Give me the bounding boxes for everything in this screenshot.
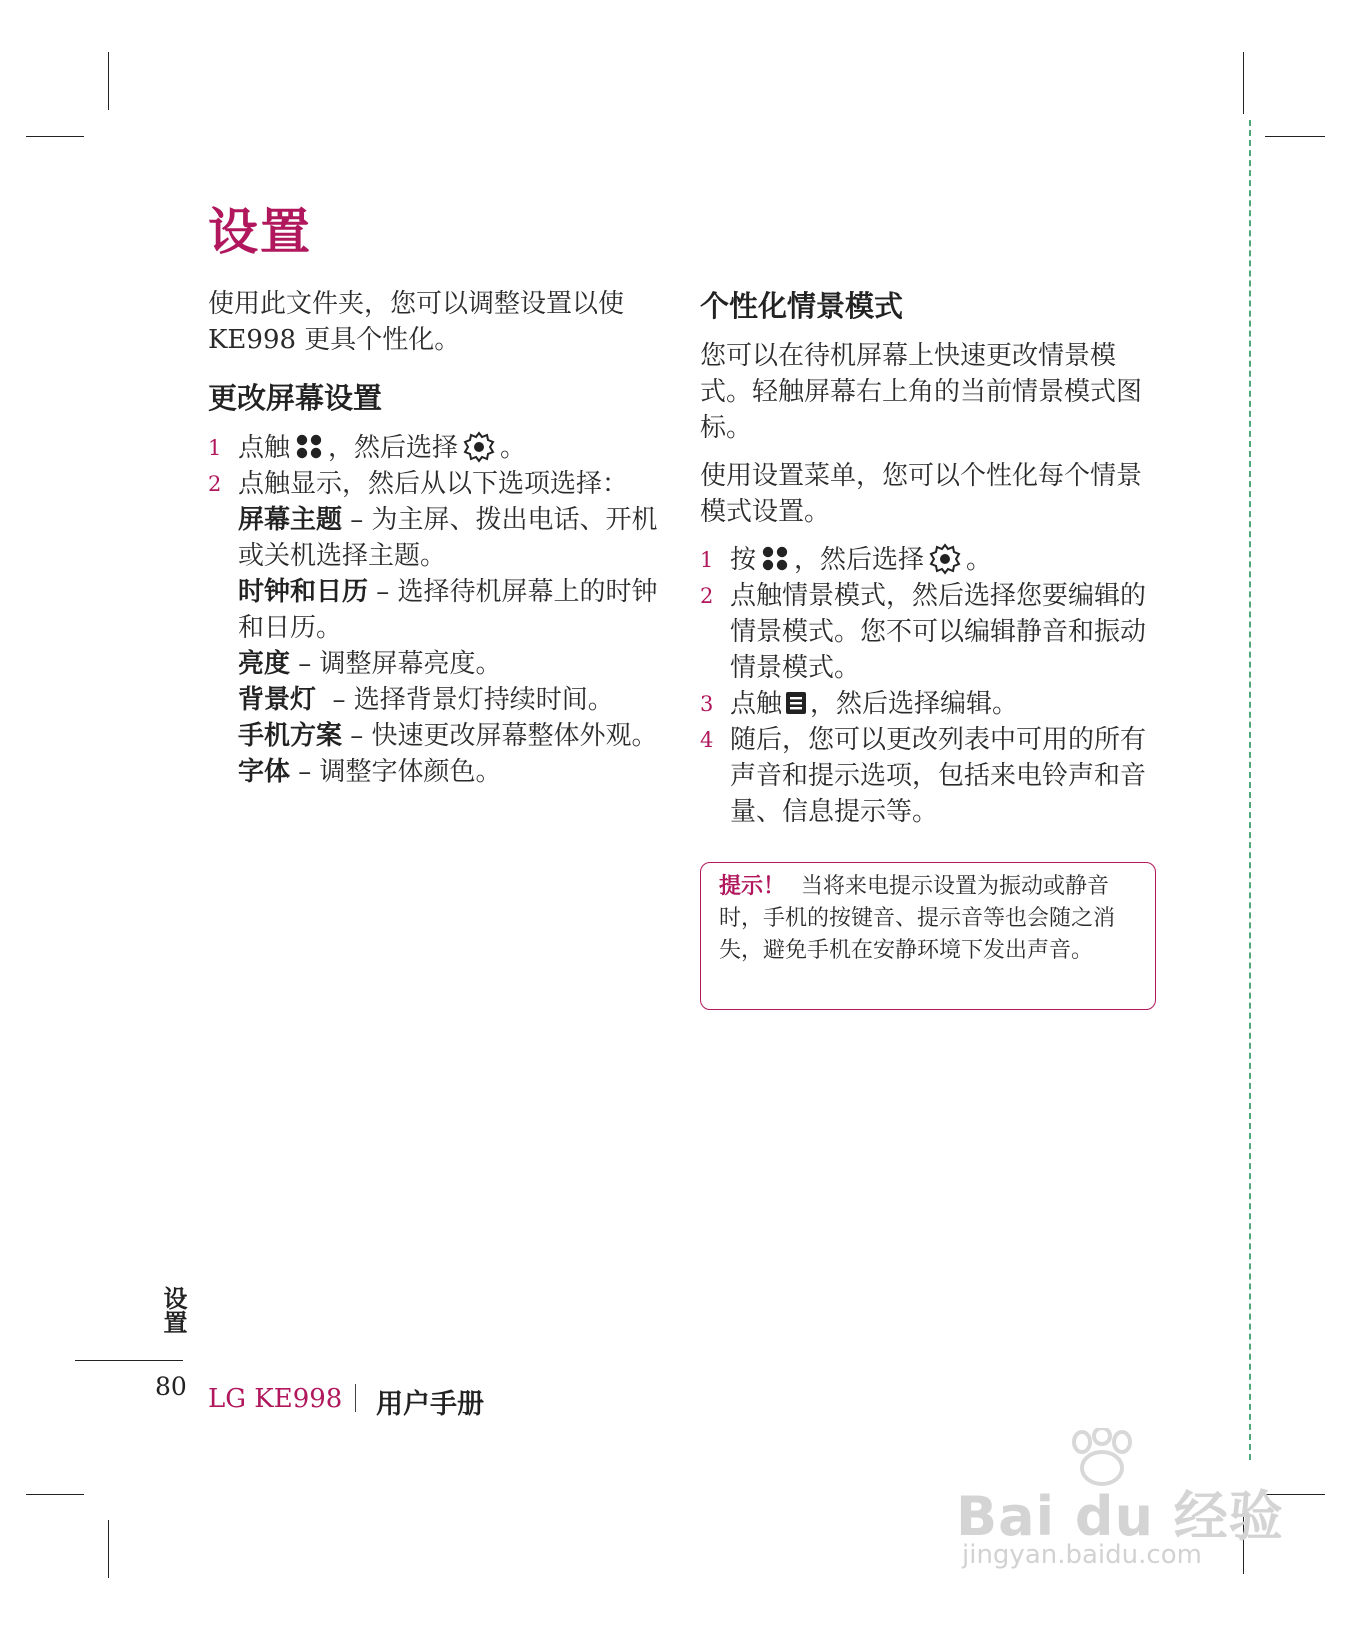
intro-text: 使用此文件夹，您可以调整设置以使 KE998 更具个性化。: [208, 289, 625, 355]
option-desc: – 快速更改屏幕整体外观。: [342, 721, 658, 751]
footer-brand: LG KE998: [208, 1384, 343, 1414]
step-number: 3: [700, 692, 714, 716]
option-item: [238, 646, 658, 682]
option-desc: – 调整字体颜色。: [290, 757, 502, 787]
step-number: 2: [700, 584, 714, 608]
step-item: [700, 686, 1160, 722]
section-heading-profiles: 个性化情景模式: [700, 289, 904, 323]
step-text: ，然后选择编辑。: [810, 689, 1019, 719]
option-desc: – 选择待机屏幕上的时钟和日历。: [238, 577, 658, 643]
step-text: ，然后选择: [794, 545, 925, 575]
step-number: 1: [700, 548, 714, 572]
step-text: 。: [966, 545, 993, 575]
option-term: 亮度: [238, 649, 291, 679]
step-item: [208, 466, 658, 790]
page-number: 80: [155, 1372, 187, 1401]
settings-gear-icon: [462, 430, 496, 464]
option-desc: – 选择背景灯持续时间。: [316, 685, 614, 715]
option-item: [238, 502, 658, 574]
section-heading-screen: 更改屏幕设置: [208, 381, 383, 415]
settings-gear-icon: [928, 542, 962, 576]
footer-manual-title: 用户手册: [376, 1389, 484, 1420]
options-menu-icon: [785, 691, 807, 715]
option-item: [238, 718, 658, 754]
crop-mark: [108, 52, 109, 110]
option-item: [238, 754, 658, 790]
option-desc: – 为主屏、拨出电话、开机或关机选择主题。: [238, 505, 658, 571]
crop-mark: [26, 136, 84, 137]
step-text: 。: [500, 433, 527, 463]
fold-guide-line: [1249, 120, 1251, 1460]
crop-mark: [1265, 136, 1325, 137]
step-text: 点触: [730, 689, 783, 719]
footer-separator: [355, 1384, 356, 1412]
step-number: 2: [208, 472, 222, 496]
option-term: 字体: [238, 757, 291, 787]
step-text: 点触情景模式，然后选择您要编辑的情景模式。您不可以编辑静音和振动情景模式。: [730, 581, 1147, 683]
crop-mark: [108, 1520, 109, 1578]
step-text: 随后，您可以更改列表中可用的所有声音和提示选项，包括来电铃声和音量、信息提示等。: [730, 725, 1147, 827]
tip-box: [700, 862, 1156, 1010]
page-title: 设置: [208, 203, 312, 261]
step-item: [700, 542, 1160, 578]
footer-divider: [75, 1360, 183, 1361]
option-item: [238, 682, 658, 718]
crop-mark: [26, 1494, 84, 1495]
profiles-paragraph: 使用设置菜单，您可以个性化每个情景模式设置。: [700, 461, 1143, 527]
tip-label: 提示！: [719, 874, 786, 899]
step-text: 按: [730, 545, 757, 575]
step-text: 点触: [238, 433, 291, 463]
watermark-url: jingyan.baidu.com: [962, 1540, 1202, 1570]
step-number: 4: [700, 728, 714, 752]
watermark-logo: Bai du 经验: [956, 1485, 1284, 1548]
grid-menu-icon: [294, 433, 324, 459]
profiles-paragraph: 您可以在待机屏幕上快速更改情景模式。轻触屏幕右上角的当前情景模式图标。: [700, 341, 1143, 443]
tip-text: 当将来电提示设置为振动或静音时，手机的按键音、提示音等也会随之消失，避免手机在安静环境下发出声音。: [719, 874, 1116, 963]
option-term: 屏幕主题: [238, 505, 343, 535]
step-text: ，然后选择: [328, 433, 459, 463]
left-column: [208, 286, 658, 790]
crop-mark: [1243, 52, 1244, 114]
side-section-label: 设置: [159, 1286, 187, 1334]
option-term: 时钟和日历: [238, 577, 369, 607]
option-term: 手机方案: [238, 721, 343, 751]
step-item: [700, 722, 1160, 830]
option-term: 背景灯: [238, 685, 317, 715]
right-column: [700, 286, 1160, 830]
option-desc: – 调整屏幕亮度。: [290, 649, 502, 679]
option-item: [238, 574, 658, 646]
grid-menu-icon: [760, 545, 790, 571]
step-item: [208, 430, 658, 466]
step-number: 1: [208, 436, 222, 460]
step-text: 点触显示，然后从以下选项选择：: [238, 469, 629, 499]
step-item: [700, 578, 1160, 686]
